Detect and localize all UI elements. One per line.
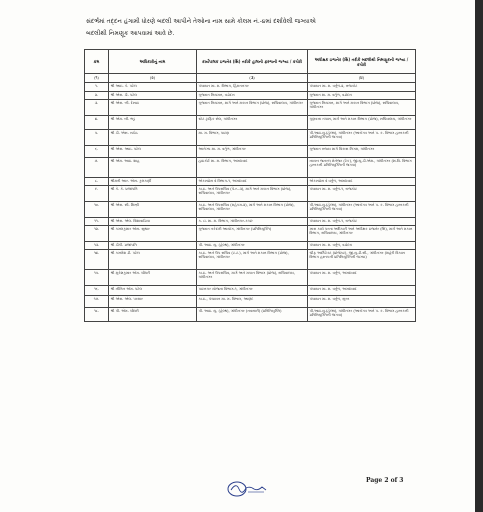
current-post-cell: કા.ઇ. અને ઉપસચિવ, માર્ગ અને મકાન વિભાગ (પ્રોજ), સચિવાલય, ગાંધીનગર (197, 270, 308, 286)
table-row (85, 308, 416, 322)
new-post-cell: એકસપ્રેસ વે વર્તુળ, અમદાવાદ (308, 178, 416, 186)
current-post-cell: ગુજરાત નિયમન, વડોદરા (197, 92, 308, 100)
officer-name: શ્રી એસ. ડી. પટેલ (109, 92, 197, 100)
row-number: ૧. (85, 83, 109, 92)
row-number: ૧૦. (85, 202, 109, 218)
row-number: ૫. (85, 130, 109, 146)
new-post-cell: ખાસ કાર્ય પરના અધિકારી અને અધીક્ષક ઇજનેર (સિ), માર્ગ અને મકાન વિભાગ, સચિવાલય, ગાંધીનગર (308, 226, 416, 242)
officer-name: શ્રી એસ. સી. મિસ્ત્રી (109, 202, 197, 218)
new-post-cell: પંચાયત મા. મ. વર્તુળ, અમદાવાદ (308, 270, 416, 286)
header-no: ક્રમ (85, 50, 109, 74)
header-new-post: અધીક્ષક ઇજનેર (સિ) તરીકે બદલીથી નિમણૂકની જગ્યા / કચેરી (308, 50, 416, 74)
new-post-cell: નાયબ જનરલ મેનેજર (ટેક), જી.યુ.ડી.એમ., ગાંધીનગર (શ.વિ. વિભાગ હસ્તકની પ્રતિનિયુક્તિની જગ્યા) (308, 158, 416, 178)
current-post-cell: પી. આઇ. યુ. (હેલ્થ), ગાંધીનગર (નવસારી) (પ્રતિનિયુક્તિ) (197, 308, 308, 322)
table-row (85, 146, 416, 158)
officer-name: શ્રી એસ. આઇ. પટેલ (109, 146, 197, 158)
transfer-table (84, 49, 416, 322)
col-index-4: (૪) (308, 74, 416, 83)
row-number: ૧૫. (85, 270, 109, 286)
new-post-cell: પંચાયત મા. મ. વર્તુળ-૨, રાજકોટ (308, 83, 416, 92)
new-post-cell: ગુજરાત મા. મ. વર્તુળ, વડોદરા (308, 92, 416, 100)
row-number: ૧૮. (85, 308, 109, 322)
intro-line-1: સંદર્ભમાં તદ્દન હંગામી ધોરણે બદલી આપીને તેઓના નામ સામે કોલમ નં.-૪માં દર્શાવેલી જગ્યાએ (86, 18, 316, 25)
new-post-cell: પંચાયત મા. મ. વર્તુળ-૧, રાજકોટ (308, 218, 416, 226)
current-post-cell: હાઇકોર્ટ મા. મ. વિભાગ, અમદાવાદ (197, 158, 308, 178)
new-post-cell: ગુણવત્તા તપાસ, માર્ગ અને મકાન વિભાગ (પ્રોજ), સચિવાલય, ગાંધીનગર (308, 116, 416, 130)
table-row (85, 83, 416, 92)
col-index-1: (૧) (85, 74, 109, 83)
page-number: Page 2 of 3 (366, 477, 404, 484)
new-post-cell: પી.આઇ.યુ.(હેલ્થ), ગાંધીનગર (આરોગ્ય અને પ. ક. વિભાગ હસ્તકની પ્રતિનિયુક્તિની જગ્યા) (308, 130, 416, 146)
new-post-cell: પંચાયત મા. મ. વર્તુળ-૧, રાજકોટ (308, 186, 416, 202)
row-number: ૧૩. (85, 242, 109, 250)
officer-name: શ્રી એસ. એલ. વિશાવાડિયા (109, 218, 197, 226)
table-row (85, 186, 416, 202)
current-post-cell: એકસપ્રેસ વે વિભાગ-૧, અમદાવાદ (197, 178, 308, 186)
new-post-cell: પી.આઇ.યુ.(હેલ્થ), ગાંધીનગર (આરોગ્ય અને પ. ક. વિભાગ હસ્તકની પ્રતિનિયુક્તિની જગ્યા) (308, 308, 416, 322)
new-post-cell: પંચાયત મા. મ. વર્તુળ, વડોદરા (308, 242, 416, 250)
officer-name: શ્રી નીતિન એમ. પટેલ (109, 286, 197, 296)
row-number: ૭. (85, 158, 109, 178)
header-name: અધિકારીનું નામ (109, 50, 197, 74)
table-row (85, 92, 416, 100)
current-post-cell: પંચાયત મા. મ. વિભાગ, હિંમતનગર (197, 83, 308, 92)
table-row (85, 158, 416, 178)
row-number: ૨. (85, 92, 109, 100)
current-post-cell: પી. આઇ. યુ. (હેલ્થ), ગાંધીનગર (197, 242, 308, 250)
row-number: ૧૪. (85, 250, 109, 270)
new-post-cell: પંચાયત મા. મ. વર્તુળ, અમદાવાદ (308, 286, 416, 296)
row-number: ૧૬. (85, 286, 109, 296)
new-post-cell: પી.આઇ.યુ.(હેલ્થ), ગાંધીનગર (આરોગ્ય અને પ. ક. વિભાગ હસ્તકની પ્રતિનિયુક્તિની જગ્યા) (308, 202, 416, 218)
table-row (85, 270, 416, 286)
header-current-post: કાર્યપાલક ઇજનેર (સિ) તરીકે હાલની ફરજની જગ્યા / કચેરી (197, 50, 308, 74)
officer-name: શ્રી મુકેશકુમાર એમ. ચૌધરી (109, 270, 197, 286)
current-post-cell: સ્ટેટ ટ્રાફિક સેલ, ગાંધીનગર (197, 116, 308, 130)
current-post-cell: મા. મ. વિભાગ, પાટણ (197, 130, 308, 146)
table-row (85, 296, 416, 308)
row-number: ૧૭. (85, 296, 109, 308)
officer-name: શ્રી ડીકી. પ્રજાપતિ (109, 242, 197, 250)
new-post-cell: ચીફ આર્કિટેક્ટ (પ્રોજેક્ટ), જી.યુ.ડી.સી., ગાંધીનગર (શહેરી વિકાસ વિભાગ હસ્તકની પ્રતિનિયુક્તિની જગ્યા) (308, 250, 416, 270)
current-post-cell: ગુજરાત તકેદારી આયોગ, ગાંધીનગર (પ્રતિનિયુક્તિ) (197, 226, 308, 242)
row-number: ૬. (85, 146, 109, 158)
table-row (85, 130, 416, 146)
table-row (85, 218, 416, 226)
current-post-cell: કા.ઇ. અને ઉપસચિવ (પે.ર.-૩), માર્ગ અને મકાન વિભાગ (પ્રોજ), સચિવાલય, ગાંધીનગર (197, 186, 308, 202)
col-index-2: (૨) (109, 74, 197, 83)
officer-name: શ્રી કમલેશ ડી. પટેલ (109, 250, 197, 270)
officer-name: શ્રી ડી. એસ. રાઠોડ (109, 130, 197, 146)
current-post-cell: કા.ઇ. અને ઉપસચિવ (મહેકમ-૨), માર્ગ અને મકાન વિભાગ (પ્રોજ), સચિવાલય, ગાંધીનગર (197, 202, 308, 218)
table-row (85, 202, 416, 218)
table-row (85, 286, 416, 296)
table-body (85, 74, 416, 322)
officer-name: શ્રીમતી આર. એસ. કુલકર્ણી (109, 178, 197, 186)
row-number: ૪. (85, 116, 109, 130)
current-post-cell: કા.ઇ., પંચાયત મા. મ. વિભાગ, આણંદ (197, 296, 308, 308)
row-number: ૮. (85, 178, 109, 186)
current-post-cell: પાટનગર યોજના વિભાગ-૧, ગાંધીનગર (197, 286, 308, 296)
officer-name: શ્રી એસ. એલ. પરમાર (109, 296, 197, 308)
row-number: ૧૨. (85, 226, 109, 242)
intro-line-2: બદલીથી નિમણૂક આપવામાં આવે છે. (86, 30, 175, 37)
new-post-cell: ગુજરાત રાજ્ય માર્ગ વિકાસ નિગમ, ગાંધીનગર (308, 146, 416, 158)
row-number: ૯. (85, 186, 109, 202)
table-row (85, 178, 416, 186)
row-number: ૩. (85, 100, 109, 116)
column-index-row (85, 74, 416, 83)
current-post-cell: ક. ઇ. મા. મ. વિભાગ, ગાંધીનગર-કચ્છ (197, 218, 308, 226)
officer-name: શ્રી આઇ. કે. પટેલ (109, 83, 197, 92)
officer-name: શ્રી પી. એમ. ચૌધરી (109, 308, 197, 322)
current-post-cell: કા.ઇ. અને ઉપ સચિવ (ટ.ટ.), માર્ગ અને મકાન વિભાગ (પ્રોજ), સચિવાલય, ગાંધીનગર (197, 250, 308, 270)
row-number: ૧૧. (85, 218, 109, 226)
current-post-cell: ગુજરાત નિયમન, માર્ગ અને મકાન વિભાગ (પ્રોજ), સચિવાલય, ગાંધીનગર (197, 100, 308, 116)
table-row (85, 116, 416, 130)
intro-paragraph (86, 16, 416, 40)
officer-name: શ્રી એમ. આઇ. શાહ (109, 158, 197, 178)
table-row (85, 100, 416, 116)
col-index-3: (૩) (197, 74, 308, 83)
table-row (85, 226, 416, 242)
officer-name: શ્રી કમલકુમાર એસ. સુથાર (109, 226, 197, 242)
new-post-cell: ગુજરાત નિયમન, માર્ગ અને મકાન વિભાગ (પ્રોજ), સચિવાલય, ગાંધીનગર (308, 100, 416, 116)
officer-name: શ્રી એસ. બી. દેસાઇ (109, 100, 197, 116)
scan-edge (475, 0, 483, 512)
current-post-cell: આરોગ્ય મા. મ. વર્તુળ, ગાંધીનગર (197, 146, 308, 158)
new-post-cell: પંચાયત મા. મ. વર્તુળ, સુરત (308, 296, 416, 308)
officer-name: શ્રી એમ. બી. ભટ્ટ (109, 116, 197, 130)
officer-name: શ્રી કે. કે. પ્રજાપતિ (109, 186, 197, 202)
table-row (85, 242, 416, 250)
table-header-row (85, 50, 416, 74)
signature (224, 478, 270, 498)
table-row (85, 250, 416, 270)
